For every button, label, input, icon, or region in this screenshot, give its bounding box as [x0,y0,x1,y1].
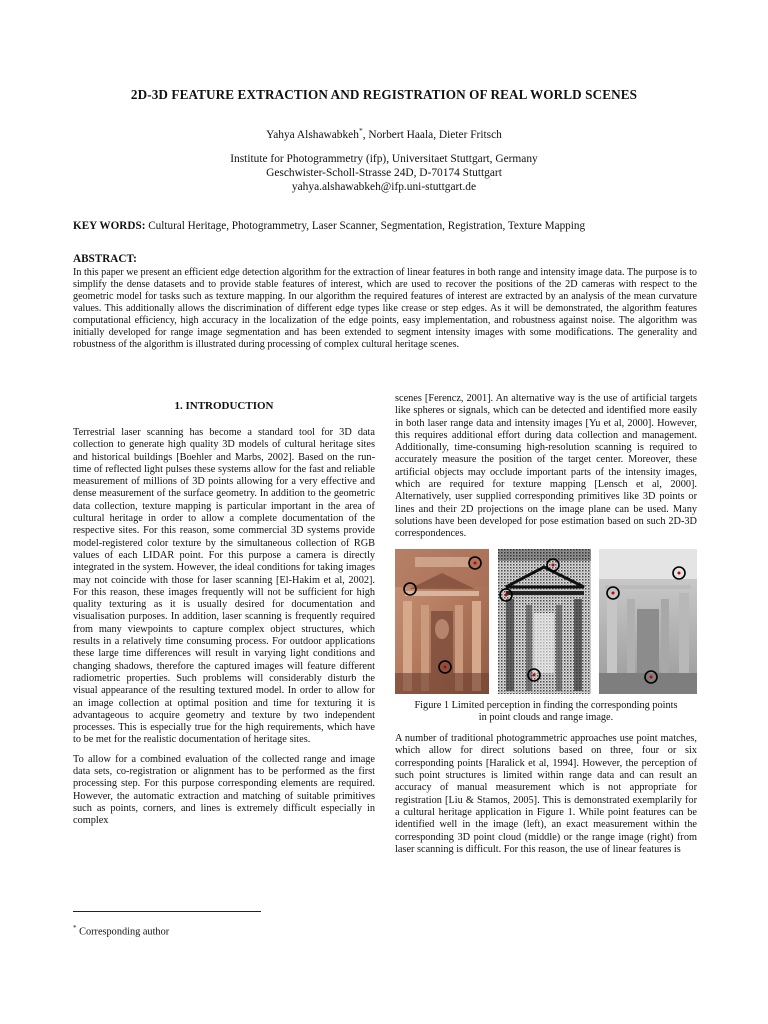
figure-photo-panel [395,549,489,694]
affiliation-institute: Institute for Photogrammetry (ifp), Universitaet Stuttgart, Germany [230,153,538,165]
facade-photo-image [395,549,489,694]
intro-paragraph-2: To allow for a combined evaluation of the collected range and image data sets, co-registration or alignment has to be performed as the first processing step. For this purpose corresponding elements are required. However, the automatic extraction and matching of suitable primitives such as points, corners, and lines is extremely difficult especially in complex [73,753,375,827]
right-paragraph-2: A number of traditional photogrammetric approaches use point matches, which allow for direct solutions based on three, four or six corresponding points [Haralick et al, 1994]. However, the perception of such point structures is limited within range data and can result an accuracy of manual measurement which is not appropriate for registration [Liu & Stamos, 2005]. This is demonstrated exemplarily for a cultural heritage application in Figure 1. While point features can be identified well in the image (left), an exact measurement within the corresponding 3D point cloud (middle) or the range image (right) from laser scanning is difficult. For this reason, the use of linear features is [395,733,697,855]
intro-paragraph-1: Terrestrial laser scanning has become a standard tool for 3D data collection to generate high quality 3D models of cultural heritage sites and historical buildings [Boehler and Marbs, 2002]. Based on the run-time of reflected light pulses these systems allow for the fast and reliable measurement of millions of 3D points allowing for a very effective and dense measurement of the surface geometry. In addition to the geometric data collection, texture mapping is particular important in the area of cultural heritage in order to allow a complete documentation of the respective sites. For this reason, some commercial 3D systems provide model-registered color texture by the simultaneous collection of RGB values of each LIDAR point. For this purpose a camera is directly integrated in the system. However, the ideal conditions for taking images may not coincide with those for laser scanning [El-Hakim et al, 2002]. For this reason, these images frequently will not be sufficient for high quality texturing as it is usually desired for documentation and visualisation purposes. In addition, laser scanning is frequently required from many viewpoints to capture complex object structures, which results in a relatively time consuming process. For outdoor applications these large time differences will result in varying light conditions and changing shadows, therefore the captured images will feature different radiometric properties. Such problems will considerably disturb the visual appearance of the resulting textured model. In order to allow for an image collection at optimal position and time for texturing it is advantageous to acquire geometry and texture by two independent processes. This is especially true for the high requirements, which have to be met for the realistic documentation of heritage sites. [73,427,375,746]
left-column [73,400,375,835]
range-image [599,549,697,694]
figure-1-caption-line-2: in point clouds and range image. [478,711,614,723]
affiliation-block [40,152,728,195]
footnote-divider [73,911,261,912]
right-column [395,393,697,863]
keywords-line [73,220,703,232]
figure-point-cloud-panel [498,549,591,694]
author-footnote-mark: * [358,126,363,135]
section-heading-introduction: 1. INTRODUCTION [174,400,274,412]
figure-1-caption [395,700,697,725]
right-paragraph-1: scenes [Ferencz, 2001]. An alternative way is the use of artificial targets like spheres or signals, which can be detected and identified more easily in both laser range data and intensity images [Yu et al, 2000]. However, this requires additional effort during data collection and management. Additionally, time-consuming high-resolution scanning is required to accurately measure the position of the target center. Moreover, these artificial objects may occlude important parts of the intensity images, which are required for texture mapping [Lensch et al, 2000]. Alternatively, user supplied corresponding primitives like 3D points or lines and their 2D projections on the image plane can be used. Many solutions have been developed for pose estimation based on such 2D-3D correspondences. [395,393,697,540]
figure-range-image-panel [599,549,697,694]
keywords-label: KEY WORDS: [73,220,146,232]
abstract-text: In this paper we present an efficient edge detection algorithm for the extraction of linear features in both range and intensity image data. The purpose is to simplify the dense datasets and to provide stable features of interest, which are used to recover the positions of the 2D cameras with respect to the geometric model for tasks such as texture mapping. In our algorithm the required features of interest are extracted by an analysis of the mean curvature values. This additionally allows the discrimination of different edge types like crease or step edges. As it will be demonstrated, the algorithm features computational efficiency, high accuracy in the localization of the edge points, easy implementation, and robustness against noise. The algorithm was initially developed for range image segmentation and has been extended to segment intensity images with some modifications. The generality and robustness of the algorithm is illustrated during processing of complex cultural heritage scenes. [73,267,697,351]
co-authors: , Norbert Haala, Dieter Fritsch [362,128,502,141]
point-cloud-image [498,549,591,694]
footnote-text: Corresponding author [76,926,170,938]
lead-author: Yahya Alshawabkeh [266,128,359,141]
author-line [40,124,728,142]
keywords-text: Cultural Heritage, Photogrammetry, Laser Scanner, Segmentation, Registration, Texture Mapping [145,220,586,232]
affiliation-address: Geschwister-Scholl-Strasse 24D, D-70174 Stuttgart [266,167,502,180]
abstract-heading: ABSTRACT: [73,253,137,265]
affiliation-email[interactable]: yahya.alshawabkeh@ifp.uni-stuttgart.de [291,181,477,194]
paper-title: 2D-3D FEATURE EXTRACTION AND REGISTRATION OF REAL WORLD SCENES [130,87,638,102]
figure-1-caption-line-1: Figure 1 Limited perception in finding the corresponding points [414,699,678,711]
figure-1 [395,549,697,694]
footnote-mark: * [73,924,77,932]
footnote [73,924,169,937]
